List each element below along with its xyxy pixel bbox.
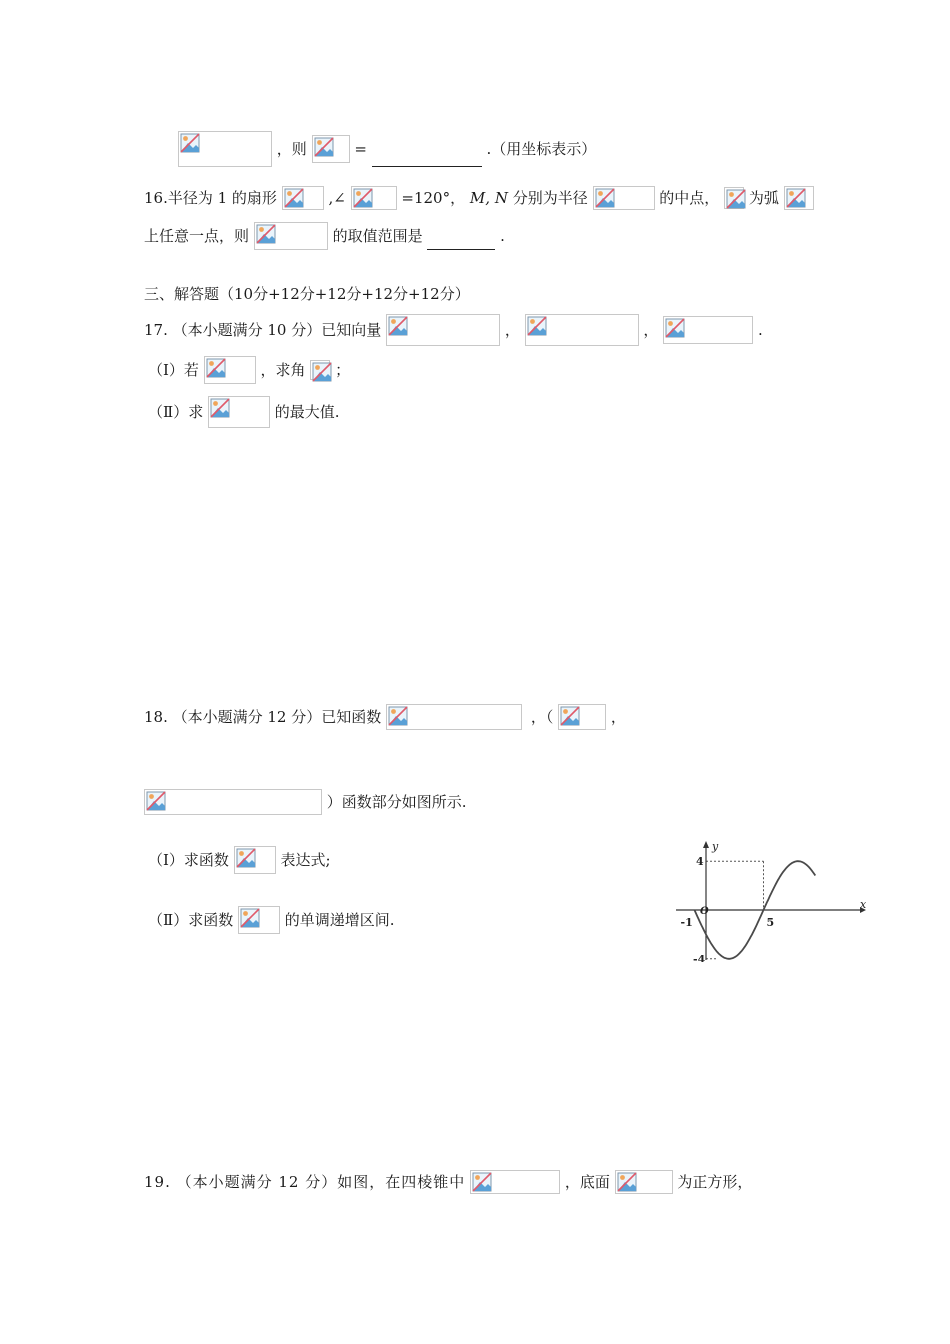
y-tick-label: 4 xyxy=(696,855,704,869)
broken-image-icon xyxy=(353,188,373,208)
broken-image-icon xyxy=(472,1172,492,1192)
q18-stem xyxy=(144,704,626,730)
formula-image xyxy=(784,186,814,210)
q17-text: ，求角 xyxy=(260,361,306,379)
broken-image-icon xyxy=(617,1172,637,1192)
q16-text: . xyxy=(500,227,505,245)
q18-text: ）函数部分如图所示. xyxy=(326,793,467,811)
answer-blank[interactable] xyxy=(372,150,482,167)
q16-text: 的取值范围是 xyxy=(332,227,423,245)
q16-line-1 xyxy=(144,186,814,210)
broken-image-icon xyxy=(388,706,408,726)
formula-image xyxy=(724,187,744,209)
y-axis-arrow xyxy=(703,841,709,848)
formula-image xyxy=(310,360,330,380)
q18-text: 18. （本小题满分 12 分）已知函数 xyxy=(144,708,382,726)
broken-image-icon xyxy=(527,316,547,336)
formula-image xyxy=(558,704,606,730)
q18-line-2 xyxy=(144,789,467,815)
broken-image-icon xyxy=(665,318,685,338)
q16-text: 的中点， xyxy=(659,189,720,207)
origin-label: O xyxy=(700,906,709,917)
q17-stem xyxy=(144,314,763,346)
formula-image xyxy=(238,906,280,934)
q16-var-n: N xyxy=(494,189,508,207)
formula-image xyxy=(615,1170,673,1194)
q17-text: 的最大值. xyxy=(274,403,340,421)
q19-text: 19. （本小题满分 12 分）如图，在四棱锥中 xyxy=(144,1173,466,1191)
formula-image xyxy=(386,314,500,346)
formula-image xyxy=(470,1170,560,1194)
q17-text: ； xyxy=(335,361,351,379)
q17-part-label: （Ⅱ）求 xyxy=(148,403,204,421)
broken-image-icon xyxy=(388,316,408,336)
y-axis-label: y xyxy=(712,840,719,853)
broken-image-icon xyxy=(786,188,806,208)
q17-comma: ， xyxy=(643,321,659,339)
formula-image xyxy=(234,846,276,874)
q16-var-m: M, xyxy=(469,189,491,207)
q17-text: 17. （本小题满分 10 分）已知向量 xyxy=(144,321,382,339)
q18-part-label: （Ⅰ）求函数 xyxy=(148,851,229,869)
q17-period: . xyxy=(757,321,763,339)
formula-image xyxy=(593,186,655,210)
formula-image xyxy=(351,186,397,210)
formula-image xyxy=(178,131,272,167)
q16-text: ,∠ xyxy=(328,189,346,207)
broken-image-icon xyxy=(312,362,332,382)
broken-image-icon xyxy=(560,706,580,726)
formula-image xyxy=(254,222,328,250)
chart-axes xyxy=(676,841,866,960)
q18-text: ，（ xyxy=(530,708,554,726)
x-tick-label: 5 xyxy=(766,916,775,929)
q17-part-label: （Ⅰ）若 xyxy=(148,361,199,379)
q15-tail-line xyxy=(178,131,596,167)
answer-blank[interactable] xyxy=(427,233,495,250)
x-tick-label: -1 xyxy=(680,916,693,929)
q16-text: =120°， xyxy=(401,189,466,207)
q18-part-1 xyxy=(148,846,331,874)
q18-text: 的单调递增区间. xyxy=(284,911,395,929)
q15-text: ，则 xyxy=(276,140,307,158)
chart-labels xyxy=(681,840,868,962)
broken-image-icon xyxy=(210,398,230,418)
q18-part-label: （Ⅱ）求函数 xyxy=(148,911,234,929)
broken-image-icon xyxy=(146,791,166,811)
q19-text: ，底面 xyxy=(564,1173,610,1191)
formula-image xyxy=(386,704,522,730)
broken-image-icon xyxy=(595,188,615,208)
q18-text: 表达式; xyxy=(280,851,331,869)
q15-note: .（用坐标表示） xyxy=(486,140,597,158)
q19-stem xyxy=(144,1170,752,1194)
q16-text: 为弧 xyxy=(748,189,779,207)
broken-image-icon xyxy=(240,908,260,928)
broken-image-icon xyxy=(236,848,256,868)
q16-text: 分别为半径 xyxy=(512,189,588,207)
formula-image xyxy=(525,314,639,346)
q17-part-2 xyxy=(148,396,340,428)
q16-text: 16.半径为 1 的扇形 xyxy=(144,189,277,207)
y-tick-label: -4 xyxy=(693,952,706,962)
formula-image xyxy=(208,396,270,428)
formula-image xyxy=(204,356,256,384)
q17-comma: ， xyxy=(504,321,520,339)
formula-image xyxy=(312,135,350,163)
section-title xyxy=(144,283,470,304)
formula-image xyxy=(663,316,753,344)
q18-text: ， xyxy=(610,708,626,726)
broken-image-icon xyxy=(206,358,226,378)
q16-text: 上任意一点，则 xyxy=(144,227,250,245)
formula-image xyxy=(144,789,322,815)
broken-image-icon xyxy=(284,188,304,208)
broken-image-icon xyxy=(314,137,334,157)
broken-image-icon xyxy=(256,224,276,244)
formula-image xyxy=(282,186,324,210)
x-axis-label: x xyxy=(860,898,867,911)
q19-text: 为正方形， xyxy=(677,1173,753,1191)
broken-image-icon xyxy=(726,189,746,209)
q15-equals: = xyxy=(354,140,367,158)
broken-image-icon xyxy=(180,133,200,153)
q17-part-1 xyxy=(148,356,350,384)
q18-part-2 xyxy=(148,906,395,934)
section-3-title: 三、解答题（10分+12分+12分+12分+12分） xyxy=(144,285,470,303)
q16-line-2 xyxy=(144,222,505,250)
function-graph xyxy=(672,838,872,962)
